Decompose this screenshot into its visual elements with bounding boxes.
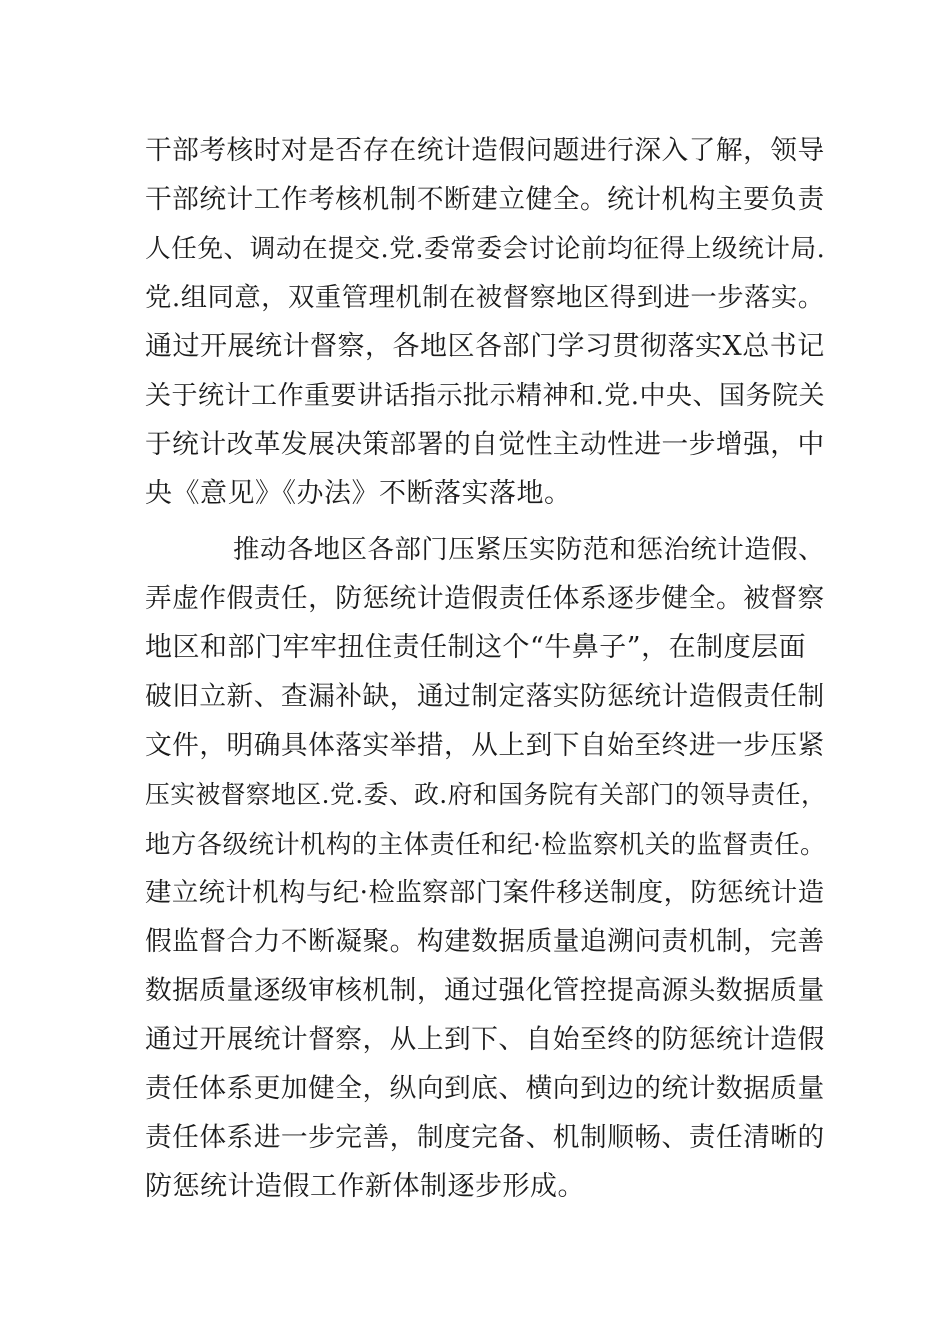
text-line: 推动各地区各部门压紧压实防范和惩治统计造假、 <box>233 534 825 565</box>
text-line: 地区和部门牢牢扭住责任制这个“牛鼻子”，在制度层面 <box>145 632 807 663</box>
text-line: 通过开展统计督察，从上到下、自始至终的防惩统计造假 <box>145 1024 825 1055</box>
text-line: 破旧立新、查漏补缺，通过制定落实防惩统计造假责任制 <box>145 681 825 712</box>
text-line: 干部统计工作考核机制不断建立健全。统计机构主要负责 <box>145 184 825 215</box>
text-line: 人任免、调动在提交.党.委常委会讨论前均征得上级统计局. <box>145 234 826 264</box>
text-line: 关于统计工作重要讲话指示批示精神和.党.中央、国务院关 <box>145 381 826 411</box>
text-line: 干部考核时对是否存在统计造假问题进行深入了解，领导 <box>145 135 825 166</box>
text-line: 建立统计机构与纪·检监察部门案件移送制度，防惩统计造 <box>145 878 825 908</box>
text-line: 地方各级统计机构的主体责任和纪·检监察机关的监督责任。 <box>145 829 826 859</box>
text-line: 文件，明确具体落实举措，从上到下自始至终进一步压紧 <box>145 730 825 761</box>
text-line: 责任体系进一步完善，制度完备、机制顺畅、责任清晰的 <box>145 1122 825 1153</box>
text-line: 数据质量逐级审核机制，通过强化管控提高源头数据质量 <box>145 975 825 1006</box>
text-line: 通过开展统计督察，各地区各部门学习贯彻落实X总书记 <box>145 331 825 362</box>
text-line: 弄虚作假责任，防惩统计造假责任体系逐步健全。被督察 <box>145 583 825 614</box>
text-line: 防惩统计造假工作新体制逐步形成。 <box>145 1171 585 1202</box>
text-line: 于统计改革发展决策部署的自觉性主动性进一步增强，中 <box>145 429 825 460</box>
text-line: 央《意见》《办法》不断落实落地。 <box>145 478 572 509</box>
text-line: 假监督合力不断凝聚。构建数据质量追溯问责机制，完善 <box>145 926 825 957</box>
text-line: 党.组同意，双重管理机制在被督察地区得到进一步落实。 <box>145 283 825 313</box>
text-line: 责任体系更加健全，纵向到底、横向到边的统计数据质量 <box>145 1073 825 1104</box>
text-line: 压实被督察地区.党.委、政.府和国务院有关部门的领导责任， <box>145 780 827 809</box>
